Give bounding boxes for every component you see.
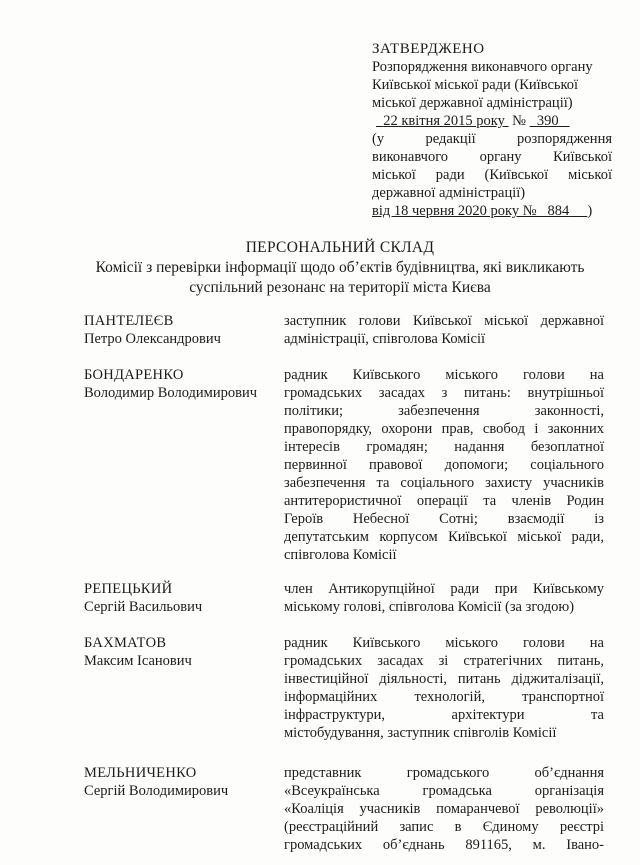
role-line: інфраструктури, архітектури та xyxy=(284,707,604,723)
role-line: політики; забезпечення законності, xyxy=(284,403,604,419)
edition-date-line xyxy=(372,202,612,220)
approval-date-text: 22 квітня 2015 року xyxy=(383,113,505,129)
member-surname: БАХМАТОВ xyxy=(84,635,167,651)
edition-date: від 18 червня 2020 року № xyxy=(372,203,537,219)
approval-stamp-block xyxy=(372,40,612,220)
role-line: співголова Комісії xyxy=(284,547,397,563)
approval-date-line xyxy=(372,112,612,130)
role-line: громадських засадах з питань: внутрішньої xyxy=(284,385,604,401)
approval-number-label: № xyxy=(512,113,526,129)
edition-close: ) xyxy=(587,203,593,219)
member-surname: МЕЛЬНИЧЕНКО xyxy=(84,765,197,781)
role-line: інформаційних технологій, транспортної xyxy=(284,689,604,705)
member-role xyxy=(284,764,604,854)
role-line: радник Київського міського голови на xyxy=(284,635,604,651)
role-line: антитерористичної операції та членів Родин xyxy=(284,493,604,509)
member-given-names: Сергій Володимирович xyxy=(84,783,229,799)
role-line: представник громадського об’єднання xyxy=(284,765,604,781)
role-line: (реєстраційний запис в Єдиному реєстрі xyxy=(284,819,604,835)
member-name xyxy=(84,634,284,670)
title-line-2: Комісії з перевірки інформації щодо об’єктів будівництва, які викликають xyxy=(95,259,585,276)
member-surname: БОНДАРЕНКО xyxy=(84,367,184,383)
role-line: депутатським корпусом Київської міської ради, xyxy=(284,529,604,545)
role-line: адміністрації, співголова Комісії xyxy=(284,331,486,347)
member-role xyxy=(284,312,604,348)
edition-line: (у редакції розпорядження xyxy=(372,131,612,147)
approval-date xyxy=(376,113,509,129)
member-surname: РЕПЕЦЬКИЙ xyxy=(84,581,173,597)
approval-number-text: 390 xyxy=(536,113,559,129)
edition-line: державної адміністрації) xyxy=(372,185,526,201)
document-title xyxy=(60,238,620,298)
role-line: забезпечення та соціального захисту учасників xyxy=(284,475,604,491)
edition-line: виконавчого органу Київської xyxy=(372,149,612,165)
member-given-names: Володимир Володимирович xyxy=(84,385,258,401)
edition-line: міської ради (Київської міської xyxy=(372,167,612,183)
title-line-1: ПЕРСОНАЛЬНИЙ СКЛАД xyxy=(245,239,435,256)
role-line: член Антикорупційної ради при Київському xyxy=(284,581,604,597)
approval-line: міської державної адміністрації) xyxy=(372,95,573,111)
title-line-3: суспільний резонанс на території міста Києва xyxy=(189,279,491,296)
member-name xyxy=(84,312,284,348)
role-line: громадських об’єднань 891165, м. Івано- xyxy=(284,837,604,853)
approval-line: Київської міської ради (Київської xyxy=(372,77,579,93)
member-given-names: Петро Олександрович xyxy=(84,331,221,347)
role-line: інвестиційної діяльності, питань діджиталізації, xyxy=(284,671,604,687)
member-role xyxy=(284,634,604,742)
role-line: містобудування, заступник співголів Комісії xyxy=(284,725,557,741)
member-name xyxy=(84,366,284,402)
role-line: радник Київського міського голови на xyxy=(284,367,604,383)
approval-number xyxy=(530,113,570,129)
edition-number-text: 884 xyxy=(547,203,570,219)
member-role xyxy=(284,366,604,564)
role-line: міському голові, співголова Комісії (за згодою) xyxy=(284,599,575,615)
member-name xyxy=(84,764,284,800)
approval-heading: ЗАТВЕРДЖЕНО xyxy=(372,41,485,57)
member-name xyxy=(84,580,284,616)
role-line: «Коаліція учасників помаранчевої революції» xyxy=(284,801,604,817)
role-line: інтересів громадян; надання безоплатної xyxy=(284,439,604,455)
role-line: «Всеукраїнська громадська організація xyxy=(284,783,604,799)
role-line: Героїв Небесної Сотні; взаємодії із xyxy=(284,511,604,527)
role-line: заступник голови Київської міської державної xyxy=(284,313,604,329)
member-given-names: Максим Ісанович xyxy=(84,653,192,669)
role-line: громадських засадах зі стратегічних питань, xyxy=(284,653,604,669)
member-given-names: Сергій Васильович xyxy=(84,599,203,615)
role-line: первинної правової допомоги; соціального xyxy=(284,457,604,473)
member-surname: ПАНТЕЛЕЄВ xyxy=(84,313,174,329)
role-line: правопорядку, охорони прав, свобод і законних xyxy=(284,421,604,437)
member-role xyxy=(284,580,604,616)
approval-line: Розпорядження виконавчого органу xyxy=(372,59,593,75)
edition-number xyxy=(537,203,588,219)
